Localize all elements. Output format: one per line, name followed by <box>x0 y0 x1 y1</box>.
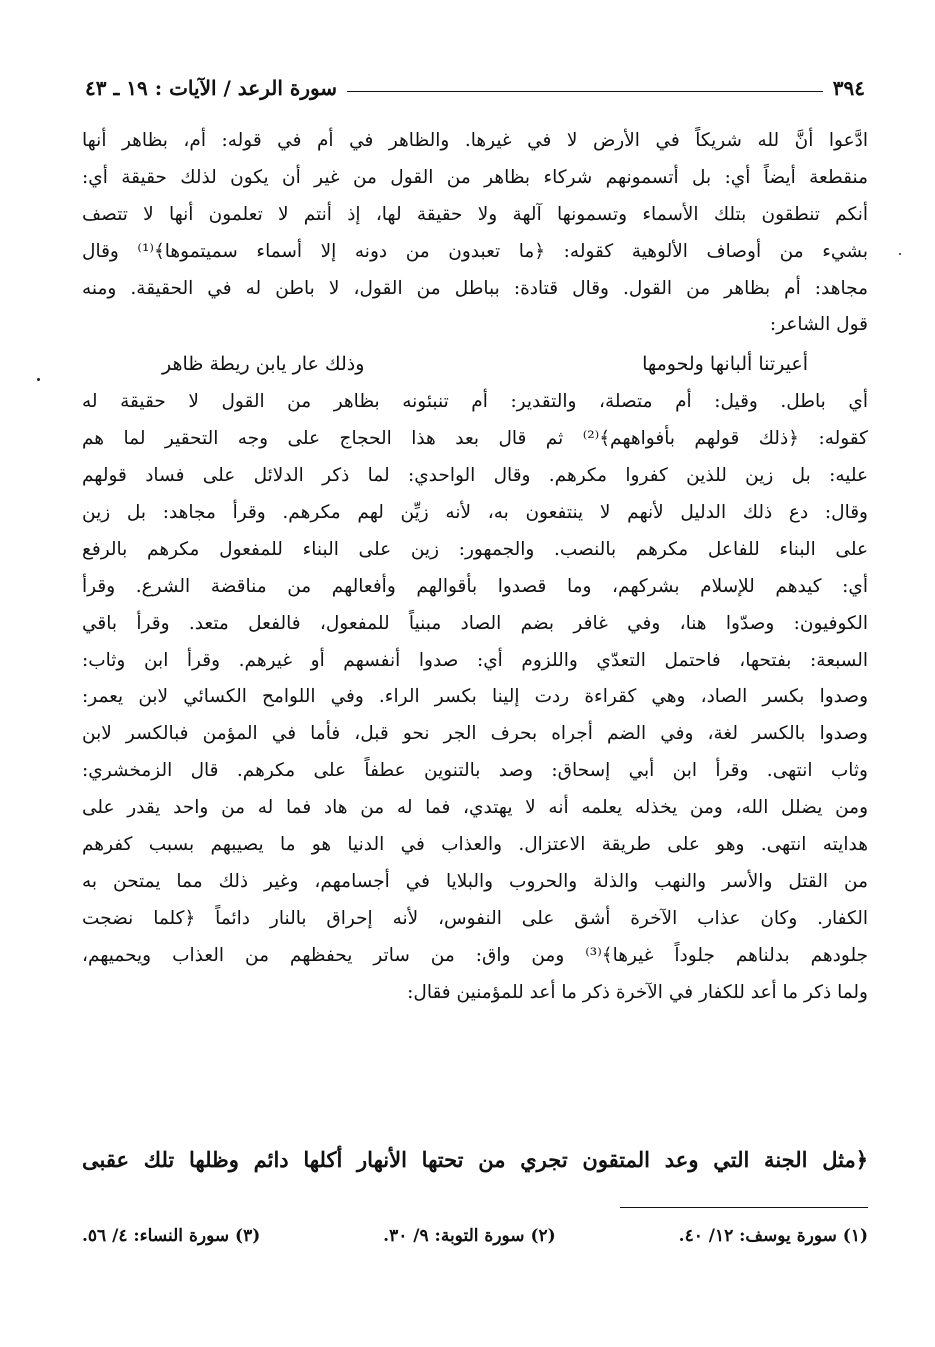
header-rule <box>347 91 823 92</box>
text-line: وصدوا بكسر الصاد، وهي كقراءة ردت إلينا بكسر الراء. وفي اللوامح الكسائي لابن يعمر: <box>82 686 868 708</box>
text-line: على البناء للفاعل مكرهم بالنصب. والجمهور: زين على البناء للمفعول مكرهم بالرفع <box>82 538 868 560</box>
scan-speck <box>899 253 901 255</box>
footnotes <box>82 1216 868 1256</box>
body-text <box>82 123 868 1011</box>
text-line: كقوله: ﴿ذلك قولهم بأفواههم﴾⁽²⁾ ثم قال بعد هذا الحجاج على وجه التحقير لما هم <box>82 428 868 450</box>
text-line: الكفار. وكان عذاب الآخرة أشق على النفوس، لأنه إحراق بالنار دائماً ﴿كلما نضجت <box>82 907 868 929</box>
verse-right-hemistich: أعيرتنا ألبانها ولحومها <box>642 353 808 376</box>
running-header <box>85 70 865 106</box>
footnote-3: (٣) سورة النساء: ٤/ ٥٦. <box>82 1226 261 1246</box>
page-number: ٣٩٤ <box>832 76 865 100</box>
surah-title: سورة الرعد / الآيات : ١٩ ـ ٤٣ <box>85 76 338 100</box>
text-line: بشيء من أوصاف الألوهية كقوله: ﴿ما تعبدون من دونه إلا أسماء سميتموها﴾⁽¹⁾ وقال <box>82 240 868 262</box>
text-line: مجاهد: أم بظاهر من القول. وقال قتادة: بباطل من القول، لا باطن له في الحقيقة. ومنه <box>82 277 868 299</box>
text-line: عليه: بل زين للذين كفروا مكرهم. وقال الواحدي: لما ذكر الدلائل على فساد قولهم <box>82 465 868 487</box>
verse-left-hemistich: وذلك عار يابن ريطة ظاهر <box>162 353 365 376</box>
text-line: أي: كيدهم للإسلام بشركهم، وما قصدوا بأقوالهم وأفعالهم من مناقضة الشرع. وقرأ <box>82 575 868 597</box>
text-line: هدايته انتهى. وهو على طريقة الاعتزال. والعذاب في الدنيا هو ما يصيبهم بسبب كفرهم <box>82 834 868 856</box>
footnote-rule <box>620 1207 868 1208</box>
text-line: ولما ذكر ما أعد للكفار في الآخرة ذكر ما أعد للمؤمنين فقال: <box>407 981 868 1003</box>
text-line: جلودهم بدلناهم جلوداً غيرها﴾⁽³⁾ ومن واق: من ساتر يحفظهم من العذاب ويحميهم، <box>82 944 868 966</box>
text-line: وصدوا بالكسر لغة، وفي الضم أجراه بحرف الجر نحو قبل، فأما في المؤمن فبالكسر لابن <box>82 723 868 745</box>
footnote-2: (٢) سورة التوبة: ٩/ ٣٠. <box>383 1226 556 1246</box>
text-line: قول الشاعر: <box>769 314 868 336</box>
text-line: أي باطل. وقيل: أم متصلة، والتقدير: أم تنبئونه بظاهر من القول لا حقيقة له <box>82 391 868 413</box>
text-line: الكوفيون: وصدّوا هنا، وفي غافر بضم الصاد مبنياً للمفعول، فالفعل متعد. وقرأ باقي <box>82 612 868 634</box>
scan-speck <box>37 378 40 381</box>
quran-verse: ﴿مثل الجنة التي وعد المتقون تجري من تحتها الأنهار أكلها دائم وظلها تلك عقبى <box>82 1147 868 1172</box>
text-line: وثاب انتهى. وقرأ ابن أبي إسحاق: وصد بالتنوين عطفاً على مكرهم. قال الزمخشري: <box>82 760 868 782</box>
text-line: أنكم تنطقون بتلك الأسماء وتسمونها آلهة ولا حقيقة لها، إذ أنتم لا تعلمون أنها لا تتصف <box>82 203 868 225</box>
text-line: السبعة: بفتحها، فاحتمل التعدّي واللزوم أي: صدوا أنفسهم أو غيرهم. وقرأ ابن وثاب: <box>82 649 868 671</box>
poetry-verse <box>82 344 868 384</box>
text-line: منقطعة أيضاً أي: بل أتسمونهم شركاء بظاهر من القول من غير أن يكون لذلك حقيقة أي: <box>82 166 868 188</box>
text-line: ومن يضلل الله، ومن يخذله يعلمه أنه لا يهتدي، فما له من هاد فما له من واحد يقدر على <box>82 797 868 819</box>
text-line: وقال: دع ذلك الدليل لأنهم لا ينتفعون به، لأنه زيِّن لهم مكرهم. وقرأ مجاهد: بل زين <box>82 502 868 524</box>
footnote-1: (١) سورة يوسف: ١٢/ ٤٠. <box>678 1226 868 1246</box>
text-line: من القتل والأسر والنهب والذلة والحروب والبلايا في أجسامهم، وغير ذلك مما يمتحن به <box>82 870 868 892</box>
text-line: ادَّعوا أنَّ لله شريكاً في الأرض لا في غيرها. والظاهر في أم في قوله: أم، بظاهر أنها <box>82 130 868 151</box>
